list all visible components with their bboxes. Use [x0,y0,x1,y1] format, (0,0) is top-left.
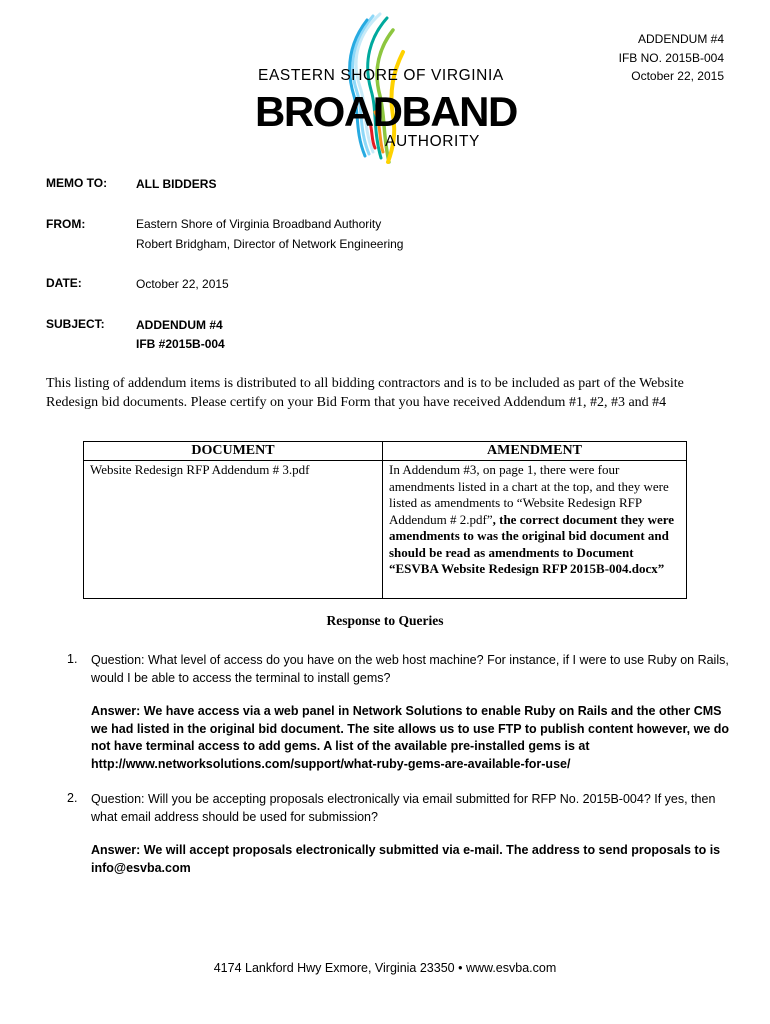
query-1-answer: Answer: We have access via a web panel in Network Solutions to enable Ruby on Rails and the other CMS we had listed in the original bid document. The site allows us to use FTP to publish content however, we do not have terminal access to add gems. A list of the available pre-installed gems is at http://www.networksolutions.com/support/what-ruby-gems-are-available-for-use/ [91,704,730,771]
amendment-table [83,441,687,599]
amendment-correction-text: , the correct document they were amendments to was the original bid document and should be read as amendments to Document “ESVBA Website Redesign RFP 2015B-004.docx” [389,511,675,576]
header-amendment: AMENDMENT [383,442,687,461]
intro-paragraph: This listing of addendum items is distributed to all bidding contractors and is to be included as part of the Website Redesign bid documents. Please certify on your Bid Form that you have received Addendum #1, #2, #3 and #4 [46,376,684,410]
query-2-number: 2. [67,791,78,805]
query-2-question: Question: Will you be accepting proposals electronically via email submitted for RFP No. 2015B-004? If yes, then what email address should be used for submission? [91,792,716,824]
amendment-text: In Addendum #3, on page 1, there were four amendments listed in a chart at the top, and they were listed as amendments to “Website Redesign RFP Addendum # 2.pdf” [389,462,669,527]
logo-bottom-text: AUTHORITY [385,133,480,150]
addendum-number: ADDENDUM #4 [637,32,724,46]
page-footer: 4174 Lankford Hwy Exmore, Virginia 23350 • www.esvba.com [213,961,557,975]
addendum-header [619,30,724,86]
memo-date-label: DATE: [46,276,82,290]
header-document: DOCUMENT [84,442,383,461]
cell-document: Website Redesign RFP Addendum # 3.pdf [84,461,383,599]
ifb-number: IFB NO. 2015B-004 [618,50,724,65]
table-row [84,461,687,599]
table-header-row [84,442,687,461]
cell-amendment [383,461,687,599]
logo-top-text: EASTERN SHORE OF VIRGINIA [258,67,504,84]
memo-subject-label: SUBJECT: [46,317,105,331]
memo-from-label: FROM: [46,217,86,231]
memo-subject-line-1: ADDENDUM #4 [136,318,223,332]
memo-to-value: ALL BIDDERS [136,177,217,191]
query-2-answer: Answer: We will accept proposals electronically submitted via e-mail. The address to send proposals to is info@esvba.com [91,843,721,875]
queries-heading: Response to Queries [326,613,444,628]
query-1-number: 1. [67,652,78,666]
memo-subject-line-2: IFB #2015B-004 [136,337,225,351]
memo-date-value: October 22, 2015 [136,277,229,291]
query-1-question: Question: What level of access do you have on the web host machine? For instance, if I were to use Ruby on Rails, would I be able to access the terminal to install gems? [91,653,729,685]
header-date: October 22, 2015 [631,69,724,83]
memo-from-line-2: Robert Bridgham, Director of Network Engineering [136,237,404,251]
logo-main-text: BROADBAND [255,88,517,135]
memo-to-label: MEMO TO: [46,176,108,190]
memo-from-line-1: Eastern Shore of Virginia Broadband Authority [136,217,382,231]
esvba-logo [255,12,515,164]
